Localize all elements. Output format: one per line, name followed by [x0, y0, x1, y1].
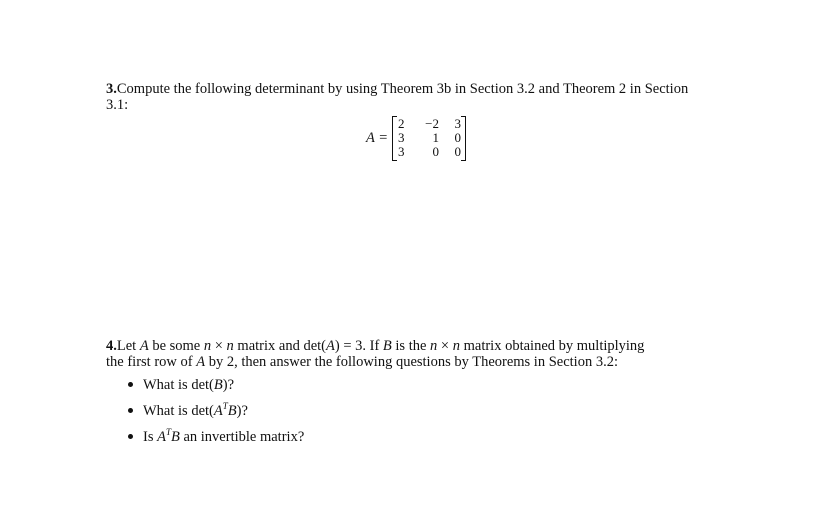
math-symbol: A — [196, 354, 206, 370]
text-segment: Is — [143, 429, 158, 445]
text-segment: is the — [391, 338, 431, 354]
matrix-cell: 2 — [398, 116, 405, 131]
text-segment: be some — [148, 338, 204, 354]
matrix-cell: 1 — [432, 130, 440, 145]
bullet-icon — [128, 434, 133, 439]
problem-3-line-2: 3.1: — [106, 97, 129, 113]
problem-4-line-1 — [106, 338, 738, 354]
problem-4-number: 4. — [106, 338, 117, 354]
text-segment: Let — [116, 338, 140, 354]
math-symbol: n — [203, 338, 212, 354]
math-symbol: B — [213, 377, 223, 393]
text-segment: )? — [236, 403, 248, 419]
matrix-cell: −2 — [425, 116, 440, 131]
matrix-cell: 0 — [454, 144, 462, 159]
bullet-icon — [128, 382, 133, 387]
transpose-superscript: T — [165, 427, 171, 438]
math-symbol: B — [170, 429, 180, 445]
math-symbol: n — [430, 338, 438, 354]
problem-4 — [106, 338, 738, 370]
problem-3 — [106, 81, 738, 113]
math-operator: × — [437, 338, 453, 354]
text-segment: matrix obtained by multiplying — [459, 338, 645, 354]
matrix-cell: 0 — [454, 130, 462, 145]
matrix-cell: 3 — [454, 116, 462, 131]
math-symbol: B — [227, 403, 237, 419]
matrix-lhs-text: A = — [366, 130, 389, 146]
text-segment: What is det( — [143, 377, 214, 393]
problem-3-line-1 — [106, 81, 738, 97]
text-segment: )? — [222, 377, 234, 393]
math-symbol: B — [382, 338, 392, 354]
problem-3-text: Compute the following determinant by using Theorem 3b in Section 3.2 and Theorem 2 in Section — [116, 81, 689, 97]
math-symbol: A — [157, 429, 166, 445]
matrix-lhs — [366, 130, 388, 146]
matrix-right-bracket — [461, 116, 466, 161]
text-segment: by 2, then answer the following questions by Theorems in Section 3.2: — [205, 354, 618, 370]
math-symbol: n — [452, 338, 460, 354]
question-item — [128, 377, 304, 403]
math-symbol: A — [326, 338, 335, 354]
transpose-superscript: T — [222, 401, 228, 412]
question-list — [128, 377, 304, 455]
matrix-a — [366, 116, 466, 160]
bullet-icon — [128, 408, 133, 413]
text-segment: an invertible matrix? — [179, 429, 305, 445]
math-symbol: A — [139, 338, 149, 354]
text-segment: the first row of — [106, 354, 197, 370]
text-segment: matrix and det( — [233, 338, 327, 354]
problem-4-line-2 — [106, 354, 738, 370]
matrix-cell: 3 — [398, 144, 405, 159]
math-symbol: A — [213, 403, 223, 419]
math-operator: × — [211, 338, 227, 354]
matrix-grid — [397, 117, 461, 159]
question-item — [128, 403, 304, 429]
matrix-cell: 3 — [398, 130, 405, 145]
text-segment: ) = 3. If — [334, 338, 383, 354]
question-item — [128, 429, 304, 455]
text-segment: What is det( — [143, 403, 214, 419]
problem-3-number: 3. — [106, 81, 117, 97]
math-symbol: n — [226, 338, 234, 354]
matrix-cell: 0 — [432, 144, 440, 159]
